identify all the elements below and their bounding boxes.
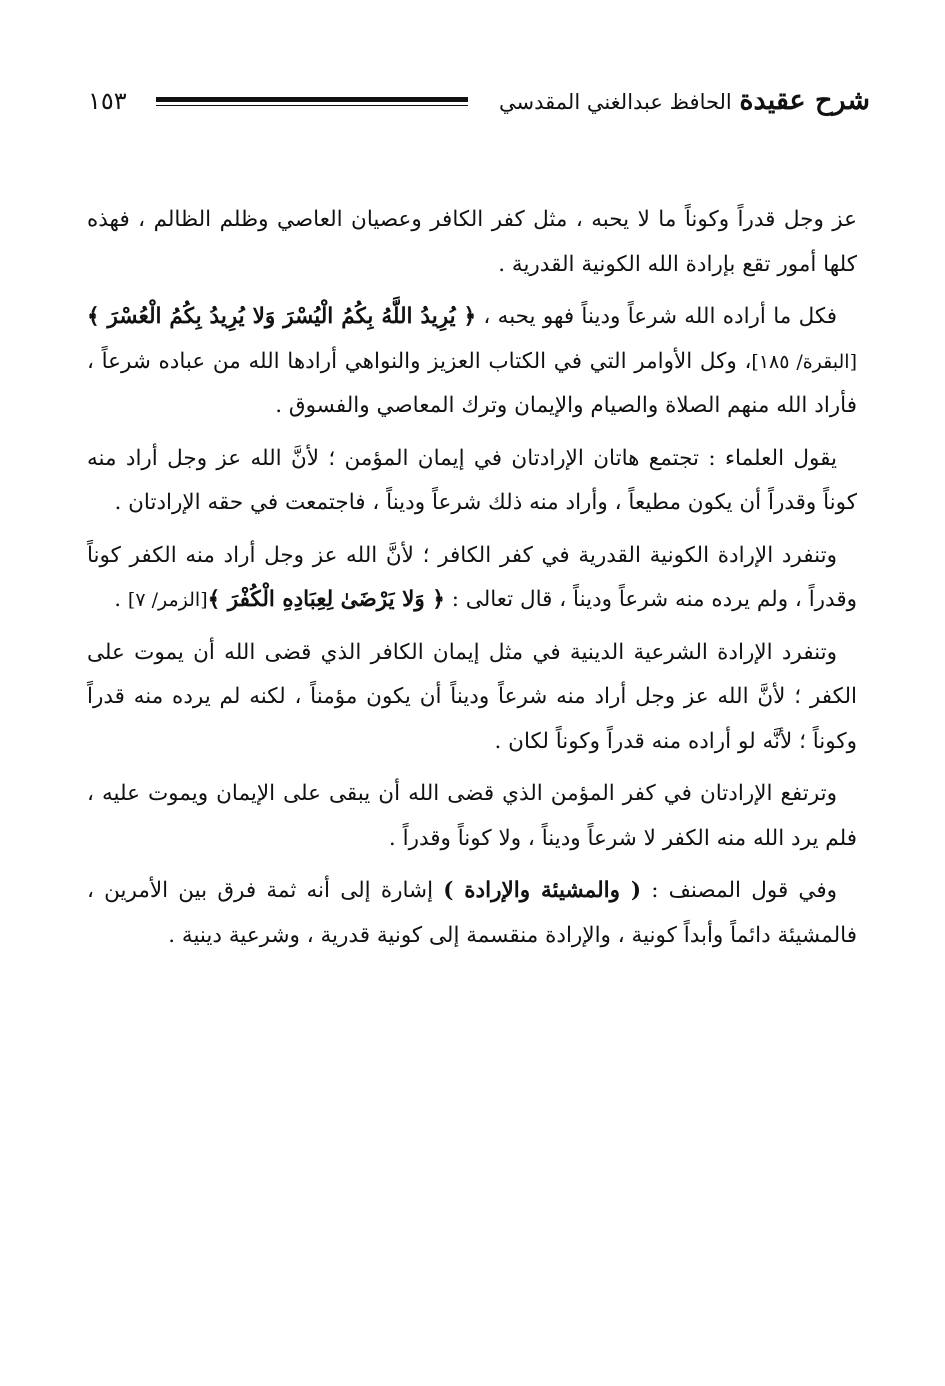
header-title	[499, 84, 870, 119]
paragraph	[87, 772, 857, 861]
quoted-phrase: ( والمشيئة والإرادة )	[443, 878, 642, 903]
paragraph-text: عز وجل قدراً وكوناً ما لا يحبه ، مثل كفر الكافر وعصيان العاصي وظلم الظالم ، فهذه كلها أمور تقع بإرادة الله الكونية القدرية .	[87, 207, 857, 277]
paragraph-text: يقول العلماء : تجتمع هاتان الإرادتان في إيمان المؤمن ؛ لأنَّ الله عز وجل أراد منه كوناً وقدراً أن يكون مطيعاً ، وأراد منه ذلك شرعاً وديناً ، فاجتمعت في حقه الإرادتان .	[87, 445, 857, 515]
paragraph-text: وتنفرد الإرادة الشرعية الدينية في مثل إيمان الكافر الذي قضى الله أن يموت على الكفر ؛ لأنَّ الله عز وجل أراد منه شرعاً وديناً أن يكون مؤمناً ، لكنه لم يرده منه قدراً وكوناً ؛ لأنَّه لو أراده منه قدراً وكوناً لكان .	[87, 639, 857, 754]
paragraph	[87, 295, 857, 429]
paragraph	[87, 869, 857, 958]
author-name: الحافظ عبدالغني المقدسي	[499, 90, 732, 114]
verse-reference: [البقرة/ ١٨٥]	[751, 350, 857, 373]
paragraph-text: .	[114, 587, 128, 612]
verse-reference: [الزمر/ ٧]	[127, 589, 208, 611]
paragraph	[87, 631, 857, 765]
paragraph	[87, 198, 857, 287]
quran-verse: ﴿ وَلا يَرْضَىٰ لِعِبَادِهِ الْكُفْرَ ﴾	[207, 587, 445, 612]
page-number: ١٥٣	[88, 87, 127, 115]
header-rule	[156, 97, 468, 106]
quran-verse: ﴿ يُرِيدُ اللَّهُ بِكُمُ الْيُسْرَ وَلا يُرِيدُ بِكُمُ الْعُسْرَ ﴾	[87, 304, 477, 329]
book-title: شرح عقيدة	[739, 85, 870, 116]
paragraph-text: وفي قول المصنف :	[641, 878, 838, 903]
paragraph	[87, 534, 857, 623]
paragraph-text: وتنفرد الإرادة الكونية القدرية في كفر الكافر ؛ لأنَّ الله عز وجل أراد منه الكفر كوناً وقدراً ، ولم يرده منه شرعاً وديناً ، قال تعالى :	[87, 542, 857, 612]
body-text	[87, 198, 857, 966]
paragraph-text: فكل ما أراده الله شرعاً وديناً فهو يحبه ،	[476, 304, 837, 329]
paragraph-text: ، وكل الأوامر التي في الكتاب العزيز والنواهي أرادها الله من عباده شرعاً ، فأراد الله منهم الصلاة والصيام والإيمان وترك المعاصي والفسوق .	[87, 348, 857, 418]
running-header	[88, 80, 870, 128]
paragraph-text: وترتفع الإرادتان في كفر المؤمن الذي قضى الله أن يبقى على الإيمان ويموت عليه ، فلم يرد الله منه الكفر لا شرعاً وديناً ، ولا كوناً وقدراً .	[87, 781, 857, 851]
paragraph-text: إشارة إلى أنه ثمة فرق بين الأمرين ، فالمشيئة دائماً وأبداً كونية ، والإرادة منقسمة إلى كونية قدرية ، وشرعية دينية .	[87, 878, 857, 948]
paragraph	[87, 437, 857, 526]
